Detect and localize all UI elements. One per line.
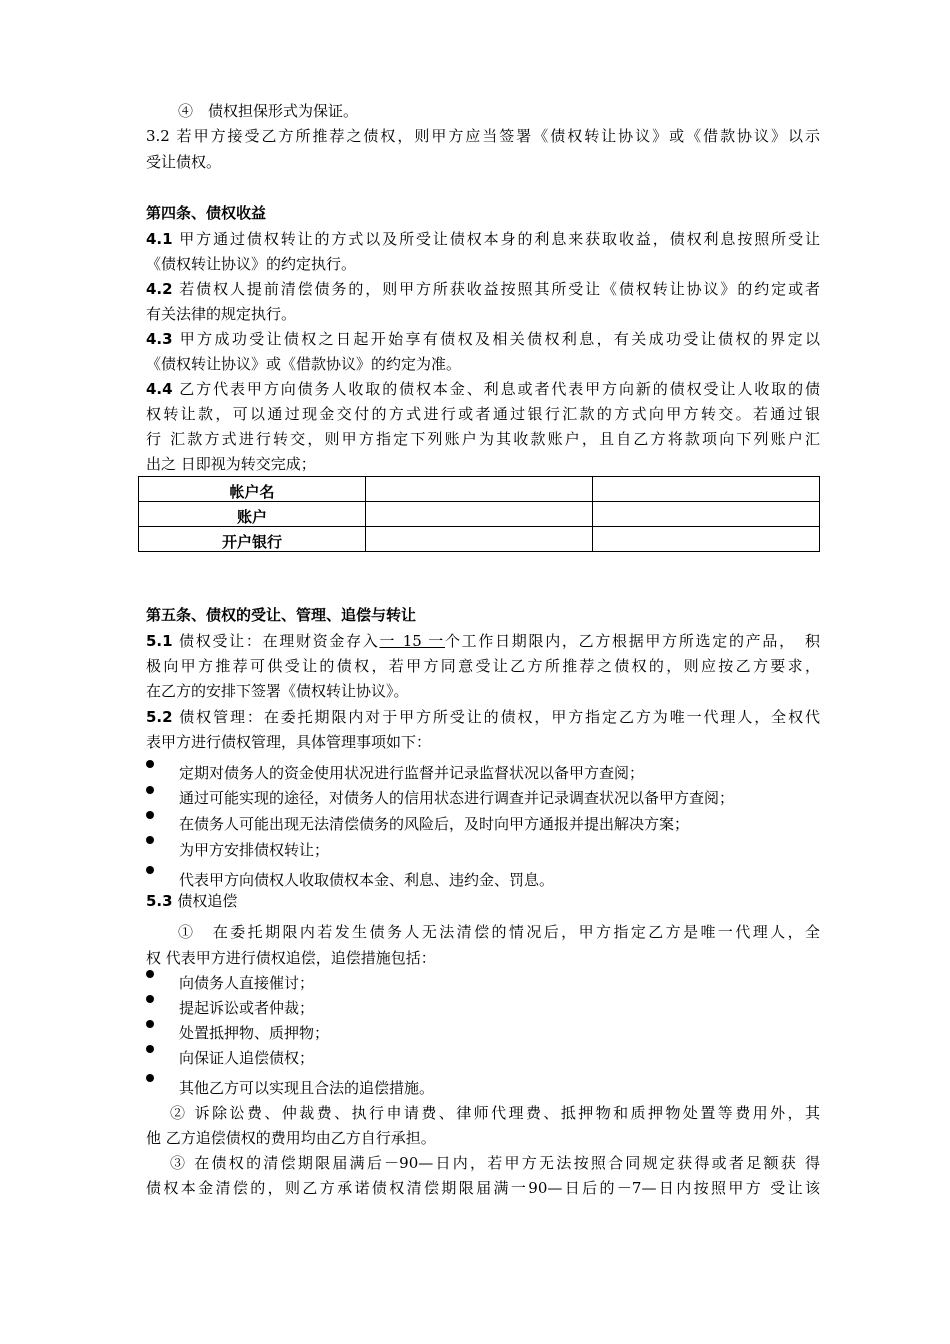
paragraph-5-3-2-line1: ② 诉除讼费、仲裁费、执行申请费、律师代理费、抵押物和质押物处置等费用外，其 bbox=[170, 1104, 820, 1122]
bullet-dot bbox=[146, 760, 154, 768]
paragraph-5-3-1-line1: ① 在委托期限内若发生债务人无法清偿的情况后，甲方指定乙方是唯一代理人，全 bbox=[178, 923, 820, 941]
bullet-dot bbox=[146, 970, 154, 978]
paragraph-4-1-line2: 《债权转让协议》的约定执行。 bbox=[146, 255, 357, 273]
table-cell bbox=[593, 527, 820, 552]
list-item: 向债务人直接催讨； bbox=[179, 974, 315, 992]
clause-text: 债权追偿 bbox=[172, 892, 238, 910]
clause-text: 甲方通过债权转让的方式以及所受让债权本身的利息来获取收益，债权利息按照所受让 bbox=[172, 230, 820, 248]
days-blank: 一 15 一 bbox=[379, 632, 445, 650]
clause-text: 乙方代表甲方向债务人收取的债权本金、利息或者代表甲方向新的债权受让人收取的债 bbox=[172, 380, 820, 398]
paragraph-5-3-2-line2: 他 乙方追偿债权的费用均由乙方自行承担。 bbox=[146, 1129, 436, 1147]
bank-name-label: 开户银行 bbox=[139, 527, 366, 552]
paragraph-3-2-line2: 受让债权。 bbox=[146, 153, 222, 171]
table-row bbox=[139, 502, 820, 527]
paragraph-5-2-line2: 表甲方进行债权管理，具体管理事项如下： bbox=[146, 733, 432, 751]
paragraph-5-1-line1 bbox=[146, 629, 820, 653]
table-cell bbox=[366, 527, 593, 552]
list-item: 通过可能实现的途径，对债务人的信用状态进行调查并记录调查状况以备甲方查阅； bbox=[179, 789, 735, 807]
list-item: 为甲方安排债权转让； bbox=[179, 841, 330, 859]
paragraph-4-4-line3: 行 汇款方式进行转交，则甲方指定下列账户为其收款账户，且自乙方将款项向下列账户汇 bbox=[146, 430, 820, 448]
paragraph-3-2-line1: 3.2 若甲方接受乙方所推荐之债权，则甲方应当签署《债权转让协议》或《借款协议》以示 bbox=[146, 127, 820, 145]
account-name-label: 帐户名 bbox=[139, 477, 366, 502]
paragraph-5-2-line1 bbox=[146, 705, 820, 729]
list-item: 在债务人可能出现无法清偿债务的风险后，及时向甲方通报并提出解决方案； bbox=[179, 815, 690, 833]
paragraph-4-1-line1 bbox=[146, 227, 820, 251]
list-item: 代表甲方向债权人收取债权本金、利息、违约金、罚息。 bbox=[179, 871, 555, 889]
table-row bbox=[139, 527, 820, 552]
list-item: 定期对债务人的资金使用状况进行监督并记录监督状况以备甲方查阅； bbox=[179, 764, 645, 782]
bullet-dot bbox=[146, 866, 154, 874]
clause-number: 4.4 bbox=[146, 380, 173, 398]
clause-text: 债权管理：在委托期限内对于甲方所受让的债权，甲方指定乙方为唯一代理人，全权代 bbox=[172, 708, 820, 726]
bullet-dot bbox=[146, 1074, 154, 1082]
paragraph-5-3-3-line1: ③ 在债权的清偿期限届满后－90—日内，若甲方无法按照合同规定获得或者足额获 得 bbox=[170, 1154, 820, 1172]
paragraph-5-3-1-line2: 权 代表甲方进行债权追偿，追偿措施包括： bbox=[146, 949, 436, 967]
bullet-dot bbox=[146, 786, 154, 794]
clause-number: 4.3 bbox=[146, 330, 173, 348]
bullet-dot bbox=[146, 1045, 154, 1053]
section-5-title: 第五条、债权的受让、管理、追偿与转让 bbox=[146, 606, 417, 624]
table-row bbox=[139, 477, 820, 502]
clause-number: 5.2 bbox=[146, 708, 173, 726]
table-cell bbox=[593, 477, 820, 502]
clause-text: 若债权人提前清偿债务的，则甲方所获收益按照其所受让《债权转让协议》的约定或者 bbox=[172, 280, 820, 298]
section-4-title: 第四条、债权收益 bbox=[146, 204, 267, 222]
paragraph-5-1-line3: 在乙方的安排下签署《债权转让协议》。 bbox=[146, 682, 409, 700]
clause-text: 甲方成功受让债权之日起开始享有债权及相关债权利息，有关成功受让债权的界定以 bbox=[172, 330, 820, 348]
clause-number: 5.1 bbox=[146, 632, 173, 650]
paragraph-5-3-title bbox=[146, 889, 237, 913]
list-item: 提起诉讼或者仲裁； bbox=[179, 999, 315, 1017]
paragraph-5-1-line2: 极向甲方推荐可供受让的债权，若甲方同意受让乙方所推荐之债权的，则应按乙方要求， bbox=[146, 657, 820, 675]
bullet-dot bbox=[146, 836, 154, 844]
table-cell bbox=[593, 502, 820, 527]
bullet-dot bbox=[146, 811, 154, 819]
list-item: 处置抵押物、质押物； bbox=[179, 1024, 330, 1042]
table-cell bbox=[366, 502, 593, 527]
paragraph-guarantee-form: ④ 债权担保形式为保证。 bbox=[178, 102, 359, 120]
clause-number: 4.1 bbox=[146, 230, 173, 248]
account-table bbox=[138, 476, 820, 552]
clause-number: 4.2 bbox=[146, 280, 173, 298]
bullet-dot bbox=[146, 1020, 154, 1028]
paragraph-4-3-line2: 《债权转让协议》或《借款协议》的约定为准。 bbox=[146, 355, 462, 373]
clause-text: 债权受让：在理财资金存入 bbox=[172, 632, 380, 650]
paragraph-4-4-line1 bbox=[146, 377, 820, 401]
clause-text: 个工作日期限内，乙方根据甲方所选定的产品， 积 bbox=[444, 632, 820, 650]
paragraph-4-2-line2: 有关法律的规定执行。 bbox=[146, 305, 297, 323]
paragraph-4-4-line2: 权转让款，可以通过现金交付的方式进行或者通过银行汇款的方式向甲方转交。若通过银 bbox=[146, 405, 820, 423]
paragraph-5-3-3-line2: 债权本金清偿的，则乙方承诺债权清偿期限届满一90—日后的－7—日内按照甲方 受让该 bbox=[146, 1179, 820, 1197]
account-number-label: 账户 bbox=[139, 502, 366, 527]
paragraph-4-2-line1 bbox=[146, 277, 820, 301]
list-item: 其他乙方可以实现且合法的追偿措施。 bbox=[179, 1079, 435, 1097]
paragraph-4-3-line1 bbox=[146, 327, 820, 351]
table-cell bbox=[366, 477, 593, 502]
paragraph-4-4-line4: 出之 日即视为转交完成； bbox=[146, 455, 316, 473]
list-item: 向保证人追偿债权； bbox=[179, 1049, 315, 1067]
clause-number: 5.3 bbox=[146, 892, 173, 910]
bullet-dot bbox=[146, 995, 154, 1003]
